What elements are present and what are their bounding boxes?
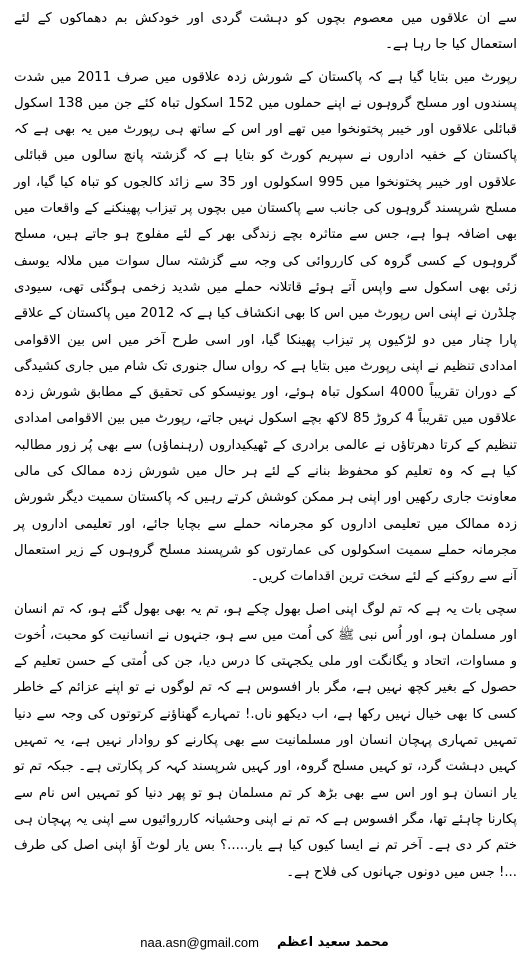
article-footer [0, 930, 529, 954]
article-paragraph-report: رپورٹ میں بتایا گیا ہے کہ پاکستان کے شورش زدہ علاقوں میں صرف 2011 میں شدت پسندوں اور مسلح گروہوں نے اپنے حملوں میں 152 اسکول تباہ کئے جن میں 138 اسکول قبائلی علاقوں اور خیبر پختونخوا میں تھے اور اس کے ساتھ ہی رپورٹ میں یہ بھی ہے کہ پاکستان کے خفیہ اداروں نے سپریم کورٹ کو بتایا ہے کہ گزشتہ پانچ سالوں میں قبائلی علاقوں اور خیبر پختونخوا میں 995 اسکولوں اور 35 سے زائد کالجوں کو تباہ کیا گیا، اور مسلح شرپسند گروہوں کی جانب سے پاکستان میں بچوں پر تیزاب پھینکنے کے واقعات میں بھی اضافہ ہوا ہے، جس سے متاثرہ بچے زندگی بھر کے لئے مفلوج ہو جاتے ہیں، مسلح گروہوں کے کسی گروہ کی کارروائی کی وجہ سے گزشتہ سال سوات میں ملالہ یوسف زئی بھی اسکول سے واپس آتے ہوئے قاتلانہ حملے میں شدید زخمی ہوگئی تھی، سیودی چلڈرن نے اپنی اس رپورٹ میں اس کا بھی انکشاف کیا ہے کہ 2012 میں پاکستان کے علاقے پارا چنار میں دو لڑکیوں پر تیزاب پھینکا گیا، اور اسی طرح آخر میں اس بین الاقوامی امدادی تنظیم نے اپنی رپورٹ میں بتایا ہے کہ رواں سال جنوری تک شام میں جاری کشیدگی کے دوران تقریباً 4000 اسکول تباہ ہوئے، اور یونیسکو کی تحقیق کے مطابق شورش زدہ علاقوں میں تقریباً 4 کروڑ 85 لاکھ بچے اسکول نہیں جاتے، رپورٹ میں بین الاقوامی امدادی تنظیم کے کرتا دھرتاؤں نے عالمی برادری کے ٹھیکیداروں (رہنماؤں) سے بھی پُر زور مطالبہ کیا ہے کہ وہ تعلیم کو محفوظ بنانے کے لئے ہر حال میں شورش زدہ ممالک کی مالی معاونت جاری رکھیں اور اپنی ہر ممکن کوشش کرتے رہیں کہ پاکستان سمیت دیگر شورش زدہ ممالک میں تعلیمی اداروں کو مجرمانہ حملے سے بچایا جائے، اور تعلیمی اداروں پر مجرمانہ حملے سمیت اسکولوں کی عمارتوں کو شرپسند مسلح گروہوں کے زیر استعمال آنے سے روکنے کے لئے سخت ترین اقدامات کریں۔ [14, 69, 518, 585]
author-email: naa.asn@gmail.com [140, 934, 259, 950]
article-paragraph-intro: سے ان علاقوں میں معصوم بچوں کو دہشت گردی اور خودکش بم دھماکوں کے لئے استعمال کیا جا رہا ہے۔ [14, 11, 517, 53]
author-name: محمد سعید اعظم [276, 934, 389, 950]
article-paragraph-appeal: سچی بات یہ ہے کہ تم لوگ اپنی اصل بھول چکے ہو، تم یہ بھی بھول گئے ہو، کہ تم انسان اور مسلمان ہو، اور اُس نبی ﷺ کی اُمت میں سے ہو، جنہوں نے انسانیت کو محبت، اُخوت و مساوات، اتحاد و یگانگت اور ملی یکجہتی کا درس دیا، جن کی اُمتی کے حسن تعلیم کے حصول کے بغیر کچھ نہیں ہے، مگر بار افسوس ہے کہ تم لوگوں نے تو اپنے عزائم کے خاطر کسی کا بھی خیال نہیں رکھا ہے، اب دیکھو ناں.! تمہارے گھناؤنے کرتوتوں کی وجہ سے دنیا تمہیں تمہاری پہچان انسان اور مسلمانیت سے بھی پکارنے کو روادار نہیں ہے، یہ تمہیں کہیں دہشت گرد، تو کہیں مسلح گروہ، اور کہیں شرپسند کہہ کر پکارتی ہے۔ جبکہ تم تو یار انسان ہو اور اس سے بھی بڑھ کر تم مسلمان ہو تو پھر دنیا کو تمہیں اس نام سے پکارنا چاہئے تھا، مگر افسوس ہے کہ تم نے اپنی وحشیانہ کارروائیوں سے اپنی یہ پہچان ہی ختم کر دی ہے۔ آخر تم نے ایسا کیوں کیا ہے یار.....؟ بس یار لوٹ آؤ اپنی اصل کی طرف ...! جس میں دونوں جہانوں کی فلاح ہے۔ [14, 601, 517, 880]
